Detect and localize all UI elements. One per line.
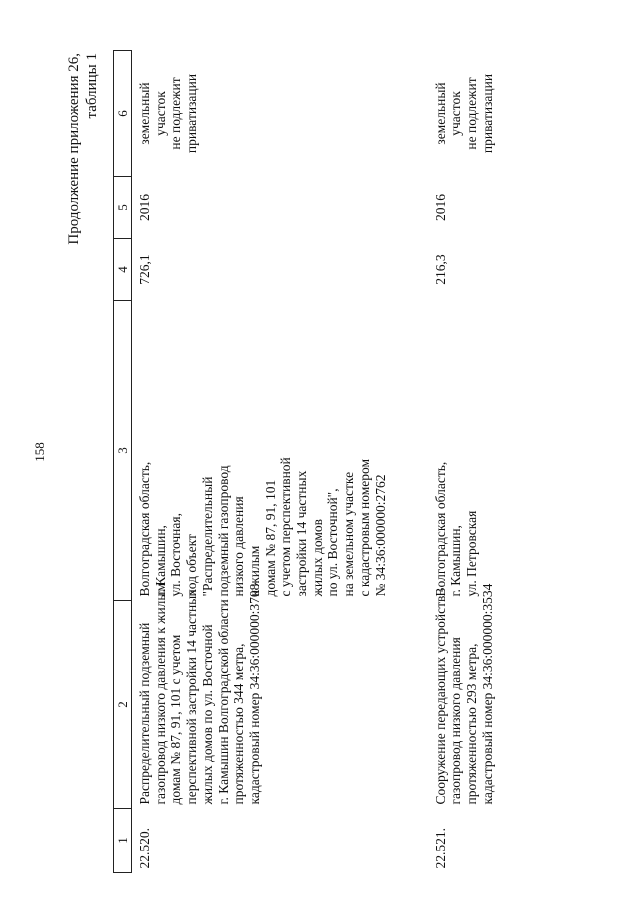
object-name-line: газопровод низкого давления к жилым	[152, 582, 168, 805]
address-line: г. Камышин,	[152, 525, 168, 597]
address-line: застройки 14 частных	[294, 470, 310, 597]
column-header-2: 2	[114, 601, 132, 809]
object-name	[428, 583, 496, 809]
address-line: под объект	[184, 534, 200, 597]
address-line: подземный газопровод	[215, 465, 231, 597]
header-row	[114, 51, 132, 873]
continuation-title	[65, 53, 101, 313]
note-line: приватизации	[184, 73, 200, 154]
object-year: 2016	[432, 194, 448, 221]
object-note	[132, 51, 428, 177]
row-number: 22.521.	[432, 828, 448, 869]
row-number: 22.520.	[137, 828, 152, 869]
object-name-line: протяженностью 293 метра,	[463, 643, 479, 805]
object-name	[132, 582, 428, 809]
column-header-6: 6	[114, 51, 132, 177]
address-line: жилых домов	[309, 518, 325, 597]
object-name-line: Распределительный подземный	[137, 622, 152, 805]
object-name-line: Сооружение передающих устройств -	[432, 587, 448, 805]
address-line: с учетом перспективной	[278, 457, 294, 597]
address-line: к жилым	[246, 545, 262, 597]
address-line: № 34:36:000000:2762	[372, 474, 388, 597]
address-line: "Распределительный	[199, 476, 215, 597]
column-header-1: 1	[114, 809, 132, 873]
address-line: по ул. Восточной",	[325, 488, 341, 597]
property-register-table	[113, 50, 495, 873]
note-line: не подлежит	[168, 77, 184, 150]
object-name-line: г. Камышин Волгоградской области	[215, 599, 231, 805]
object-name-line: протяженностью 344 метра,	[231, 643, 247, 805]
page-number: 158	[32, 442, 47, 462]
table-row	[132, 51, 428, 873]
object-name-line: жилых домов по ул. Восточной	[199, 624, 215, 805]
object-name-line: кадастровый номер 34:36:000000:3708	[246, 583, 262, 805]
note-line: участок	[152, 91, 168, 136]
object-name-line: кадастровый номер 34:36:000000:3534	[479, 583, 495, 805]
object-address	[428, 301, 496, 601]
address-line: ул. Петровская	[463, 510, 479, 597]
object-year: 2016	[137, 194, 152, 221]
continuation-title-line: Продолжение приложения 26,	[66, 53, 82, 245]
object-length: 726,1	[137, 254, 152, 285]
address-line: г. Камышин,	[448, 525, 464, 597]
object-address	[132, 301, 428, 601]
address-line: Волгоградская область,	[432, 461, 448, 597]
address-line: низкого давления	[231, 496, 247, 597]
object-name-line: газопровод низкого давления	[448, 637, 464, 805]
column-header-5: 5	[114, 177, 132, 239]
column-header-3: 3	[114, 301, 132, 601]
note-line: не подлежит	[463, 77, 479, 150]
note-line: земельный	[432, 82, 448, 145]
table-row	[428, 51, 496, 873]
address-line: на земельном участке	[341, 471, 357, 597]
column-header-4: 4	[114, 239, 132, 301]
object-length: 216,3	[432, 254, 448, 285]
object-note	[428, 51, 496, 177]
note-line: земельный	[137, 82, 152, 145]
object-name-line: домам № 87, 91, 101 с учетом	[168, 634, 184, 805]
address-line: домам № 87, 91, 101	[262, 479, 278, 597]
note-line: участок	[448, 91, 464, 136]
rotated-page-content	[66, 51, 640, 873]
address-line: с кадастровым номером	[356, 458, 372, 597]
object-name-line: перспективной застройки 14 частных	[184, 589, 200, 805]
continuation-title-line: таблицы 1	[84, 53, 100, 119]
address-line: ул. Восточная,	[168, 513, 184, 597]
note-line: приватизации	[479, 73, 495, 154]
address-line: Волгоградская область,	[137, 461, 152, 597]
